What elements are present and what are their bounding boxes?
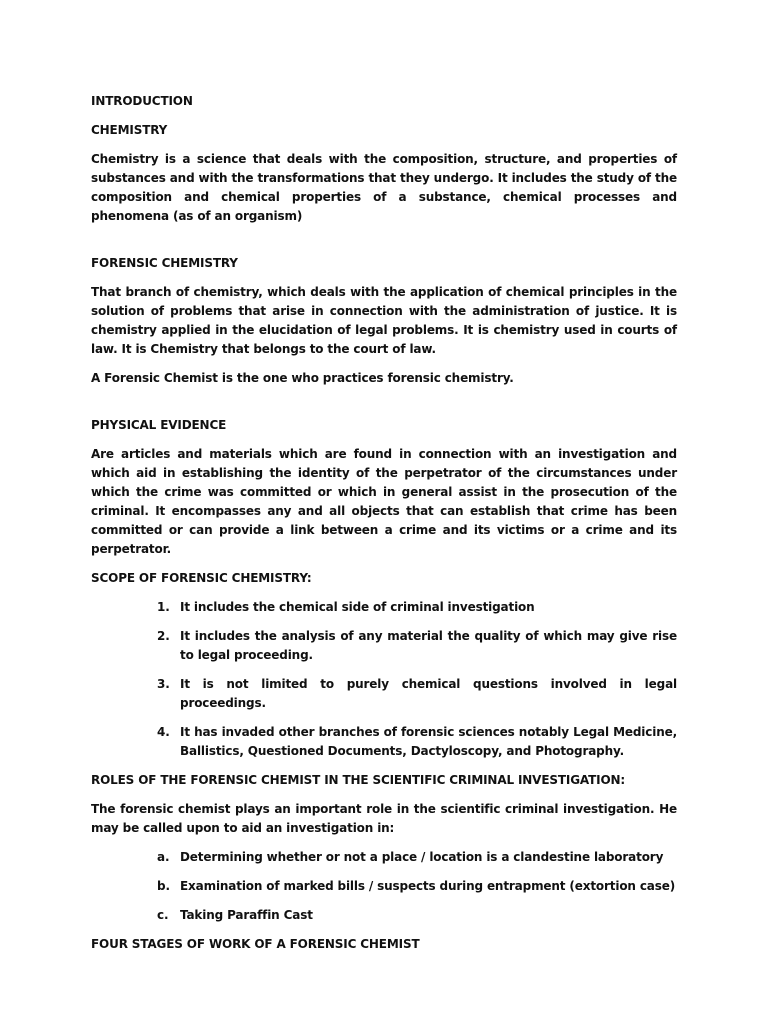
list-item	[91, 848, 677, 867]
physical-evidence-paragraph: Are articles and materials which are found in connection with an investigation and which aid in establishing the identity of the perpetrator of the circumstances under which the crime was committed or which in general assist in the prosecution of the criminal. It encompasses any and all objects that can establish that crime has been committed or can provide a link between a crime and its victims or a crime and its perpetrator.	[91, 447, 677, 556]
roles-paragraph: The forensic chemist plays an important role in the scientific criminal investigation. He may be called upon to aid an investigation in:	[91, 802, 677, 835]
roles-heading: ROLES OF THE FORENSIC CHEMIST IN THE SCIENTIFIC CRIMINAL INVESTIGATION:	[91, 773, 626, 787]
list-item-text: Examination of marked bills / suspects during entrapment (extortion case)	[180, 879, 676, 893]
list-item-text: It includes the chemical side of criminal investigation	[180, 600, 535, 614]
forensic-chemistry-paragraph: That branch of chemistry, which deals with the application of chemical principles in the solution of problems that arise in connection with the administration of justice. It is chemistry applied in the elucidation of legal problems. It is chemistry used in courts of law. It is Chemistry that belongs to the court of law.	[91, 285, 677, 356]
list-marker: 3.	[157, 677, 170, 691]
list-item	[91, 675, 677, 713]
forensic-chemist-line: A Forensic Chemist is the one who practices forensic chemistry.	[91, 371, 514, 385]
list-item-text: Taking Paraffin Cast	[180, 908, 313, 922]
intro-heading: INTRODUCTION	[91, 94, 193, 108]
document-page	[91, 92, 677, 954]
list-marker: c.	[157, 908, 169, 922]
forensic-chemistry-heading: FORENSIC CHEMISTRY	[91, 256, 238, 270]
list-item	[91, 877, 677, 896]
physical-evidence-heading: PHYSICAL EVIDENCE	[91, 418, 227, 432]
list-item	[91, 627, 677, 665]
chemistry-heading: CHEMISTRY	[91, 123, 168, 137]
list-marker: 4.	[157, 725, 170, 739]
list-item	[91, 598, 677, 617]
list-marker: 1.	[157, 600, 170, 614]
list-item-text: It has invaded other branches of forensic sciences notably Legal Medicine, Ballistics, Questioned Documents, Dactyloscopy, and Photography.	[180, 725, 677, 758]
list-item	[91, 906, 677, 925]
scope-heading: SCOPE OF FORENSIC CHEMISTRY:	[91, 571, 312, 585]
list-item-text: It includes the analysis of any material the quality of which may give rise to legal proceeding.	[180, 629, 677, 662]
roles-list	[91, 848, 677, 925]
list-marker: a.	[157, 850, 170, 864]
list-marker: 2.	[157, 629, 170, 643]
list-item-text: Determining whether or not a place / location is a clandestine laboratory	[180, 850, 664, 864]
list-item	[91, 723, 677, 761]
list-item-text: It is not limited to purely chemical questions involved in legal proceedings.	[180, 677, 677, 710]
list-marker: b.	[157, 879, 170, 893]
stages-heading: FOUR STAGES OF WORK OF A FORENSIC CHEMIST	[91, 937, 420, 951]
chemistry-paragraph: Chemistry is a science that deals with the composition, structure, and properties of substances and with the transformations that they undergo. It includes the study of the composition and chemical properties of a substance, chemical processes and phenomena (as of an organism)	[91, 152, 677, 223]
scope-list	[91, 598, 677, 761]
